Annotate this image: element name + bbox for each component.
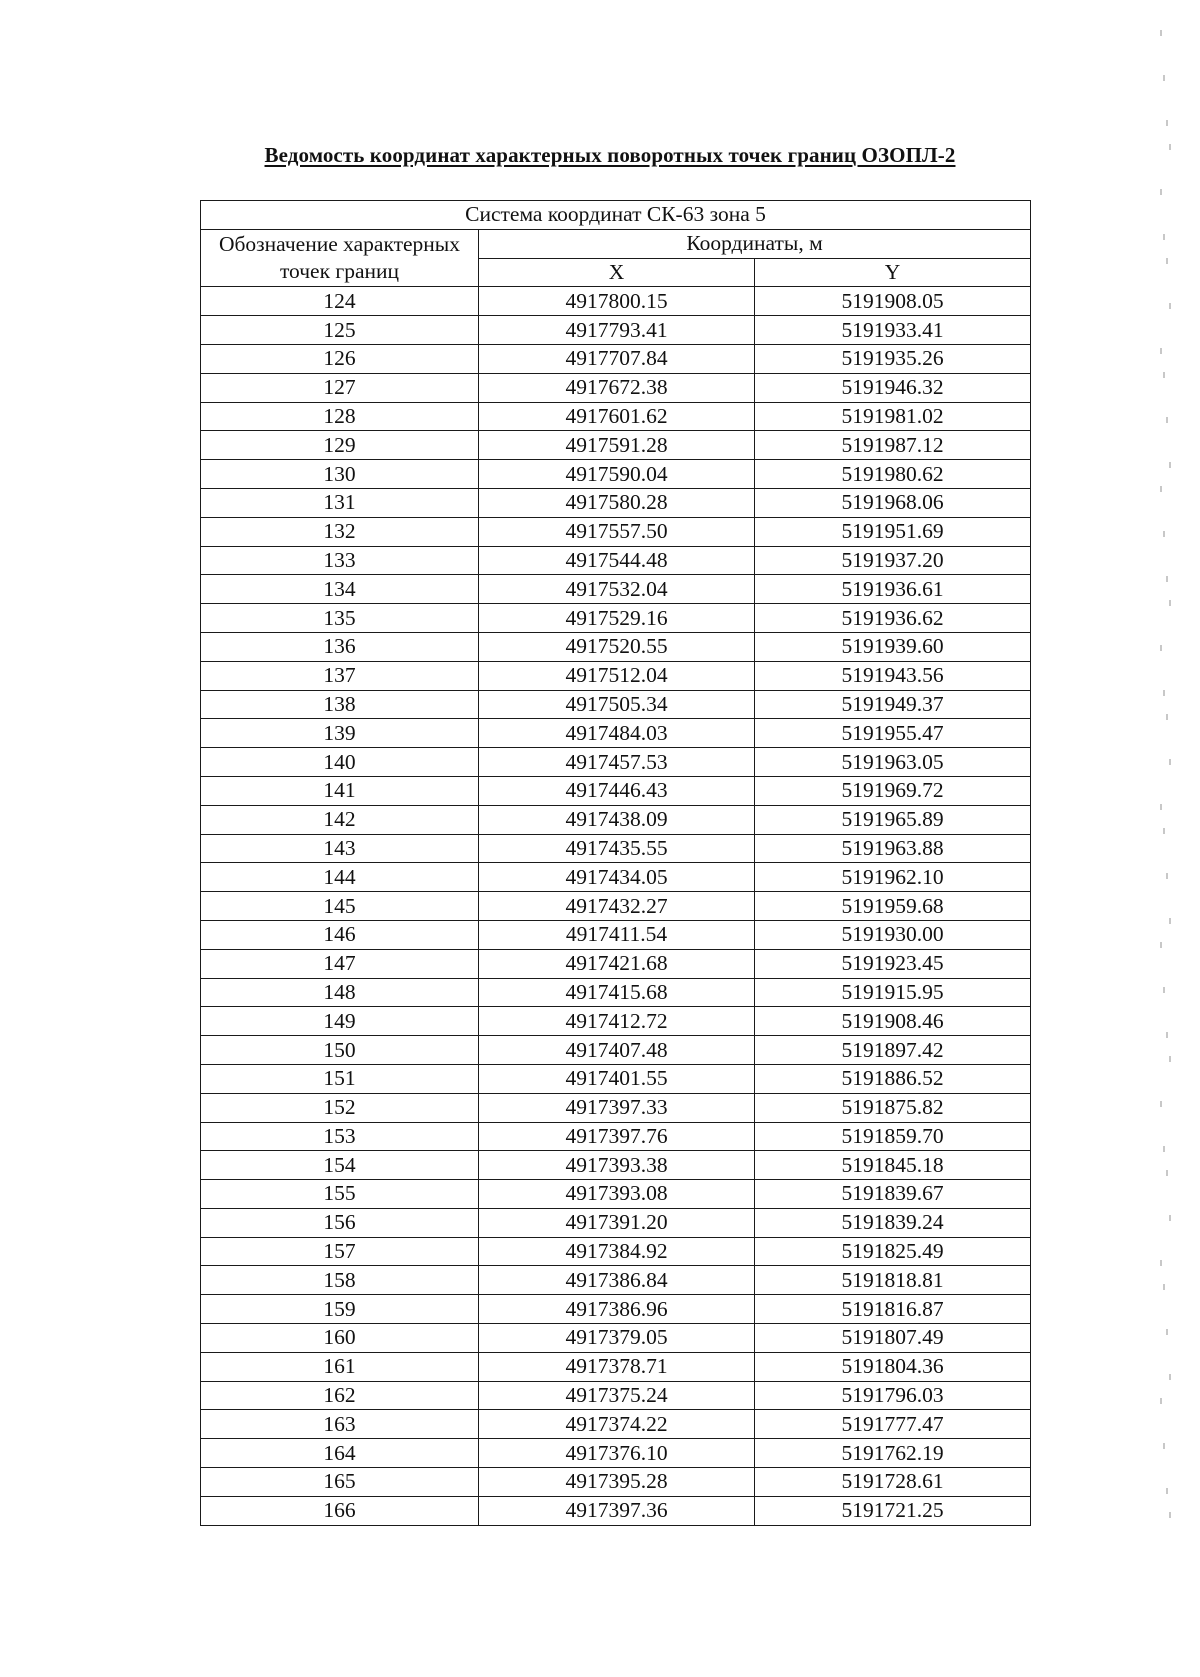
y-coordinate-cell: 5191943.56 [755,661,1031,690]
point-cell: 135 [201,604,479,633]
scan-mark [1166,576,1168,582]
table-row [201,575,1031,604]
point-cell: 149 [201,1007,479,1036]
y-coordinate-cell: 5191728.61 [755,1468,1031,1497]
x-coordinate-cell: 4917386.84 [479,1266,755,1295]
y-coordinate-cell: 5191981.02 [755,402,1031,431]
table-body [201,287,1031,1525]
table-row [201,748,1031,777]
point-cell: 162 [201,1381,479,1410]
point-cell: 125 [201,316,479,345]
x-coordinate-cell: 4917397.33 [479,1093,755,1122]
coordinate-system-row [201,201,1031,230]
y-coordinate-cell: 5191875.82 [755,1093,1031,1122]
scan-mark [1166,120,1168,126]
table-row [201,920,1031,949]
scan-mark [1169,1374,1171,1380]
scan-mark [1169,144,1171,150]
table-row [201,604,1031,633]
scan-mark [1163,75,1165,81]
x-coordinate-cell: 4917412.72 [479,1007,755,1036]
x-coordinate-cell: 4917411.54 [479,920,755,949]
scan-mark [1169,462,1171,468]
point-cell: 158 [201,1266,479,1295]
y-coordinate-cell: 5191807.49 [755,1324,1031,1353]
scan-mark [1160,348,1162,354]
y-coordinate-cell: 5191987.12 [755,431,1031,460]
point-cell: 139 [201,719,479,748]
point-cell: 150 [201,1036,479,1065]
table-row [201,344,1031,373]
x-coordinate-cell: 4917505.34 [479,690,755,719]
x-coordinate-cell: 4917432.27 [479,892,755,921]
scan-edge-marks [1160,30,1180,1580]
x-coordinate-cell: 4917672.38 [479,373,755,402]
x-coordinate-cell: 4917532.04 [479,575,755,604]
y-coordinate-cell: 5191936.61 [755,575,1031,604]
y-coordinate-cell: 5191959.68 [755,892,1031,921]
table-row [201,690,1031,719]
x-coordinate-cell: 4917580.28 [479,488,755,517]
scan-mark [1169,918,1171,924]
point-cell: 126 [201,344,479,373]
scan-mark [1160,942,1162,948]
coordinate-system-label: Система координат СК-63 зона 5 [201,201,1031,230]
point-cell: 157 [201,1237,479,1266]
scan-mark [1166,873,1168,879]
y-coordinate-cell: 5191915.95 [755,978,1031,1007]
table-row [201,978,1031,1007]
point-cell: 144 [201,863,479,892]
y-coordinate-cell: 5191930.00 [755,920,1031,949]
point-cell: 141 [201,776,479,805]
point-cell: 142 [201,805,479,834]
table-row [201,1381,1031,1410]
point-cell: 127 [201,373,479,402]
y-coordinate-cell: 5191845.18 [755,1151,1031,1180]
x-coordinate-cell: 4917435.55 [479,834,755,863]
y-coordinate-cell: 5191946.32 [755,373,1031,402]
y-coordinate-cell: 5191721.25 [755,1496,1031,1525]
table-row [201,1266,1031,1295]
x-coordinate-cell: 4917395.28 [479,1468,755,1497]
scan-mark [1163,1146,1165,1152]
y-coordinate-cell: 5191908.05 [755,287,1031,316]
x-coordinate-cell: 4917376.10 [479,1439,755,1468]
point-cell: 155 [201,1180,479,1209]
point-cell: 147 [201,949,479,978]
point-cell: 124 [201,287,479,316]
table-row [201,805,1031,834]
y-coordinate-cell: 5191968.06 [755,488,1031,517]
x-coordinate-cell: 4917707.84 [479,344,755,373]
y-coordinate-cell: 5191923.45 [755,949,1031,978]
table-row [201,1122,1031,1151]
y-coordinate-cell: 5191804.36 [755,1352,1031,1381]
table-row [201,834,1031,863]
scan-mark [1166,714,1168,720]
x-coordinate-cell: 4917591.28 [479,431,755,460]
point-cell: 165 [201,1468,479,1497]
point-cell: 166 [201,1496,479,1525]
table-row [201,1410,1031,1439]
table-row [201,1237,1031,1266]
y-coordinate-cell: 5191935.26 [755,344,1031,373]
point-cell: 159 [201,1295,479,1324]
x-coordinate-cell: 4917484.03 [479,719,755,748]
table-row [201,661,1031,690]
x-coordinate-cell: 4917457.53 [479,748,755,777]
x-coordinate-cell: 4917520.55 [479,632,755,661]
scan-mark [1169,759,1171,765]
scan-mark [1169,1056,1171,1062]
table-row [201,1093,1031,1122]
y-coordinate-cell: 5191839.67 [755,1180,1031,1209]
point-cell: 164 [201,1439,479,1468]
y-coordinate-cell: 5191965.89 [755,805,1031,834]
y-coordinate-cell: 5191886.52 [755,1064,1031,1093]
scan-mark [1169,1512,1171,1518]
y-coordinate-cell: 5191939.60 [755,632,1031,661]
y-coordinate-cell: 5191962.10 [755,863,1031,892]
point-cell: 148 [201,978,479,1007]
scan-mark [1160,804,1162,810]
x-coordinate-cell: 4917793.41 [479,316,755,345]
table-row [201,1151,1031,1180]
scan-mark [1163,828,1165,834]
point-cell: 137 [201,661,479,690]
scan-mark [1166,1032,1168,1038]
scan-mark [1160,189,1162,195]
x-coordinate-cell: 4917415.68 [479,978,755,1007]
x-coordinate-cell: 4917397.76 [479,1122,755,1151]
table-row [201,1208,1031,1237]
x-coordinate-cell: 4917391.20 [479,1208,755,1237]
scan-mark [1166,1170,1168,1176]
coordinates-header: Координаты, м [479,229,1031,258]
x-header: X [479,258,755,287]
table-row [201,1439,1031,1468]
y-coordinate-cell: 5191963.05 [755,748,1031,777]
table-row [201,776,1031,805]
point-cell: 146 [201,920,479,949]
scan-mark [1163,234,1165,240]
y-coordinate-cell: 5191777.47 [755,1410,1031,1439]
designation-header: Обозначение характерных точек границ [201,229,479,287]
point-cell: 143 [201,834,479,863]
scan-mark [1163,1443,1165,1449]
scan-mark [1163,1284,1165,1290]
x-coordinate-cell: 4917397.36 [479,1496,755,1525]
point-cell: 163 [201,1410,479,1439]
point-cell: 153 [201,1122,479,1151]
scan-mark [1169,600,1171,606]
point-cell: 138 [201,690,479,719]
table-row [201,1496,1031,1525]
table-row [201,1352,1031,1381]
y-coordinate-cell: 5191937.20 [755,546,1031,575]
y-coordinate-cell: 5191949.37 [755,690,1031,719]
point-cell: 129 [201,431,479,460]
table-row [201,316,1031,345]
x-coordinate-cell: 4917379.05 [479,1324,755,1353]
table-row [201,863,1031,892]
point-cell: 132 [201,517,479,546]
table-row [201,949,1031,978]
point-cell: 151 [201,1064,479,1093]
x-coordinate-cell: 4917393.08 [479,1180,755,1209]
y-coordinate-cell: 5191818.81 [755,1266,1031,1295]
x-coordinate-cell: 4917421.68 [479,949,755,978]
table-row [201,1007,1031,1036]
table-row [201,287,1031,316]
y-header: Y [755,258,1031,287]
x-coordinate-cell: 4917544.48 [479,546,755,575]
point-cell: 136 [201,632,479,661]
table-row [201,488,1031,517]
point-cell: 128 [201,402,479,431]
point-cell: 140 [201,748,479,777]
scan-mark [1166,417,1168,423]
x-coordinate-cell: 4917386.96 [479,1295,755,1324]
table-row [201,1036,1031,1065]
coordinates-table [200,200,1031,1526]
scan-mark [1160,1398,1162,1404]
scan-mark [1163,987,1165,993]
y-coordinate-cell: 5191936.62 [755,604,1031,633]
scan-mark [1160,30,1162,36]
table-row [201,373,1031,402]
table-row [201,1324,1031,1353]
table-row [201,431,1031,460]
y-coordinate-cell: 5191951.69 [755,517,1031,546]
scan-mark [1160,1101,1162,1107]
table-row [201,402,1031,431]
point-cell: 130 [201,460,479,489]
x-coordinate-cell: 4917393.38 [479,1151,755,1180]
x-coordinate-cell: 4917407.48 [479,1036,755,1065]
y-coordinate-cell: 5191859.70 [755,1122,1031,1151]
table-row [201,460,1031,489]
scan-mark [1166,1329,1168,1335]
table-row [201,632,1031,661]
table-row [201,517,1031,546]
point-cell: 160 [201,1324,479,1353]
scan-mark [1166,1488,1168,1494]
scan-mark [1163,690,1165,696]
scan-mark [1163,531,1165,537]
y-coordinate-cell: 5191963.88 [755,834,1031,863]
x-coordinate-cell: 4917375.24 [479,1381,755,1410]
y-coordinate-cell: 5191955.47 [755,719,1031,748]
point-cell: 133 [201,546,479,575]
table-row [201,1064,1031,1093]
header-row [201,229,1031,258]
x-coordinate-cell: 4917512.04 [479,661,755,690]
x-coordinate-cell: 4917590.04 [479,460,755,489]
table-row [201,719,1031,748]
scan-mark [1160,486,1162,492]
point-cell: 145 [201,892,479,921]
x-coordinate-cell: 4917384.92 [479,1237,755,1266]
y-coordinate-cell: 5191897.42 [755,1036,1031,1065]
y-coordinate-cell: 5191762.19 [755,1439,1031,1468]
x-coordinate-cell: 4917529.16 [479,604,755,633]
x-coordinate-cell: 4917557.50 [479,517,755,546]
point-cell: 131 [201,488,479,517]
y-coordinate-cell: 5191816.87 [755,1295,1031,1324]
x-coordinate-cell: 4917438.09 [479,805,755,834]
y-coordinate-cell: 5191839.24 [755,1208,1031,1237]
x-coordinate-cell: 4917374.22 [479,1410,755,1439]
scan-mark [1160,1260,1162,1266]
table-row [201,546,1031,575]
x-coordinate-cell: 4917800.15 [479,287,755,316]
point-cell: 156 [201,1208,479,1237]
y-coordinate-cell: 5191980.62 [755,460,1031,489]
point-cell: 152 [201,1093,479,1122]
point-cell: 134 [201,575,479,604]
scan-mark [1169,1215,1171,1221]
scan-mark [1166,258,1168,264]
point-cell: 154 [201,1151,479,1180]
y-coordinate-cell: 5191796.03 [755,1381,1031,1410]
x-coordinate-cell: 4917401.55 [479,1064,755,1093]
y-coordinate-cell: 5191908.46 [755,1007,1031,1036]
scan-mark [1169,303,1171,309]
x-coordinate-cell: 4917378.71 [479,1352,755,1381]
y-coordinate-cell: 5191825.49 [755,1237,1031,1266]
page-title: Ведомость координат характерных поворотных точек границ ОЗОПЛ-2 [264,143,956,167]
scan-mark [1163,372,1165,378]
table-row [201,892,1031,921]
scan-mark [1160,645,1162,651]
point-cell: 161 [201,1352,479,1381]
x-coordinate-cell: 4917601.62 [479,402,755,431]
table-row [201,1468,1031,1497]
x-coordinate-cell: 4917446.43 [479,776,755,805]
y-coordinate-cell: 5191933.41 [755,316,1031,345]
table-row [201,1180,1031,1209]
x-coordinate-cell: 4917434.05 [479,863,755,892]
table-row [201,1295,1031,1324]
y-coordinate-cell: 5191969.72 [755,776,1031,805]
